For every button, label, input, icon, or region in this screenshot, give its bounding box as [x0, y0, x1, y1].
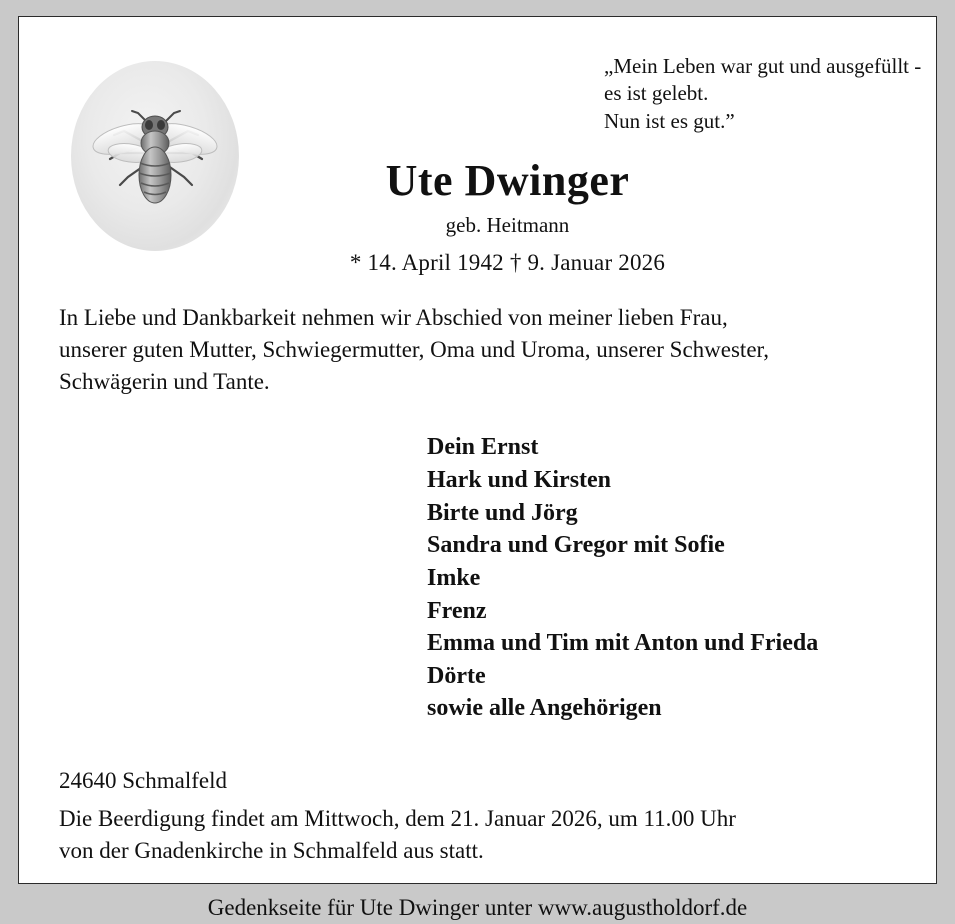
list-item: Hark und Kirsten — [427, 467, 612, 494]
list-item: Sandra und Gregor mit Sofie — [427, 532, 725, 559]
deceased-name: Ute Dwinger — [385, 155, 630, 205]
mourners-list — [427, 431, 896, 725]
funeral-line-2: von der Gnadenkirche in Schmalfeld aus statt. — [59, 837, 484, 863]
footer-block — [59, 765, 896, 924]
list-item: Dörte — [427, 662, 486, 689]
funeral-line-1: Die Beerdigung findet am Mittwoch, dem 21. Januar 2026, um 11.00 Uhr — [59, 805, 736, 831]
list-item: Birte und Jörg — [427, 499, 578, 526]
list-item: Dein Ernst — [427, 434, 539, 461]
quote-line-2: es ist gelebt. — [604, 81, 709, 106]
quote-line-1: „Mein Leben war gut und ausgefüllt - — [604, 54, 922, 78]
maiden-name: geb. Heitmann — [445, 213, 570, 238]
list-item: Emma und Tim mit Anton und Frieda — [427, 630, 819, 657]
announcement-line-3: Schwägerin und Tante. — [59, 368, 270, 394]
list-item: Frenz — [427, 597, 487, 624]
bee-icon — [71, 61, 239, 251]
life-dates: * 14. April 1942 † 9. Januar 2026 — [349, 250, 666, 276]
quote-line-3: Nun ist es gut.” — [604, 108, 735, 133]
place-of-residence: 24640 Schmalfeld — [59, 768, 227, 794]
announcement-line-1: In Liebe und Dankbarkeit nehmen wir Abschied von meiner lieben Frau, — [59, 305, 728, 331]
memorial-page-link[interactable]: Gedenkseite für Ute Dwinger unter www.augustholdorf.de — [207, 895, 748, 921]
quote-block — [604, 39, 922, 135]
list-item: sowie alle Angehörigen — [427, 695, 662, 722]
announcement-line-2: unserer guten Mutter, Schwiegermutter, Oma und Uroma, unserer Schwester, — [59, 337, 770, 363]
obituary-card — [18, 16, 937, 921]
announcement-text — [59, 302, 896, 397]
list-item: Imke — [427, 564, 481, 591]
